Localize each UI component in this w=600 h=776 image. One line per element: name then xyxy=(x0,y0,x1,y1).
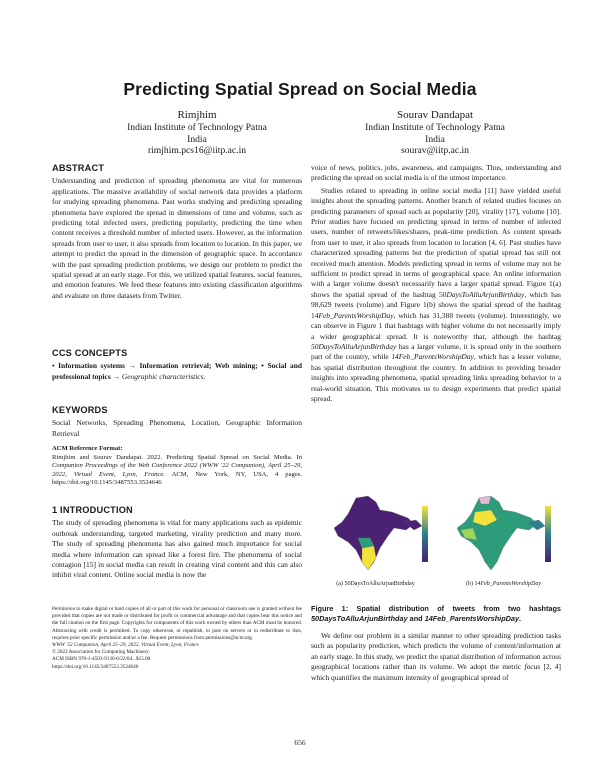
subcaption-b-hashtag: Feb_ParentsWorshipDay xyxy=(480,581,542,587)
acm-ref-text: Rimjhim and Sourav Dandapat. 2022. Predicting Spatial Spread on Social Media. In xyxy=(52,453,302,461)
keywords-section xyxy=(52,405,302,439)
subcaption-a: (a) 50DaysToAlluArjunBirthday xyxy=(336,581,415,587)
figure-1b xyxy=(441,492,556,574)
acm-reference xyxy=(52,445,302,488)
ccs-concept-3: Geographic characteristics. xyxy=(121,371,206,381)
hashtag: 14Feb_ParentsWorshipDay xyxy=(391,352,474,362)
introduction-section xyxy=(52,505,302,581)
acm-ref-venue: Companion Proceedings of the Web Conference 2022 (WWW '22 Companion), April 25–29, 2022, Virtual Event, Lyon, France. xyxy=(52,462,302,478)
metric-name: focus xyxy=(524,662,541,672)
author-country: India xyxy=(187,133,207,145)
caption-text: . xyxy=(519,614,522,624)
footnote xyxy=(52,606,302,671)
paragraph xyxy=(311,186,561,405)
footnote-copyright: © 2022 Association for Computing Machinery. xyxy=(52,649,150,656)
text-run: We define our problem in a similar manner to other spreading prediction tasks such as popularity prediction, which predicts the volume of content/information at an early stage. In this study, we predict the spatial distribution of information across geographical locations rather than its volume. We adopt the metric xyxy=(311,631,561,672)
author-email: sourav@iitp.ac.in xyxy=(401,145,469,157)
text-run: has a larger volume, it is spread only in the southern part of the country, while xyxy=(311,341,561,362)
paragraph: voice of news, politics, jobs, awareness, and campaigns. Thus, understanding and predicting the spread on social media is of the utmost importance. xyxy=(311,163,561,183)
colorbar-a xyxy=(422,506,428,562)
figure-1-caption xyxy=(311,604,561,624)
ccs-concept-1: • Information systems → Information retrieval; Web mining; xyxy=(52,361,258,371)
caption-text: Figure 1: Spatial distribution of tweets from two hashtags xyxy=(311,604,561,613)
india-map-b xyxy=(441,492,556,574)
abstract-text: Understanding and prediction of spreading phenomena are vital for numerous applications. The massive availability of social network data provides a platform for studying spreading phenomena. Past works studying and predicting spreading phenomena have explored the spread in dimensions of time and volume, such as predicting total infected users, predicting popularity, predicting the time when content receives a threshold number of infected users. However, as the information spreads from user to user, it also spreads from location to location. In this paper, we attempt to predict the spread in the dimension of geographic space. In accordance with the past spreading prediction problems, we design our problem to predict the spatial spread at an early stage. For this, we utilized spatial features, social features, and emotion features. We feed these features into existing classification algorithms and evaluate on three datasets from Twitter. xyxy=(52,176,302,300)
paper-title: Predicting Spatial Spread on Social Media xyxy=(123,79,477,99)
page-number: 656 xyxy=(294,738,306,747)
figure-1a xyxy=(318,492,433,574)
author-name: Sourav Dandapat xyxy=(396,109,474,121)
acm-ref-heading: ACM Reference Format: xyxy=(52,445,123,452)
author-affiliation: Indian Institute of Technology Patna xyxy=(365,121,505,133)
text-run: [2, 4] which quantifies the maximum intensity of geographical spread of xyxy=(311,662,562,682)
subcaption-b-prefix: (b) 14 xyxy=(465,581,481,587)
ccs-section xyxy=(52,348,302,382)
footnote-doi: https://doi.org/10.1145/3487553.3524646 xyxy=(52,663,139,670)
colorbar-b xyxy=(545,506,551,562)
permission-notice: Permission to make digital or hard copies of all or part of this work for personal or classroom use is granted without fee provided that copies are not made or distributed for profit or commercial advantage and that copies bear this notice and the full citation on the first page. Copyrights for components of this work owned by others than ACM must be honored. Abstracting with credit is permitted. To copy otherwise, or republish, to post on servers or to redistribute to lists, requires prior specific permission and/or a fee. Request permissions from permissions@acm.org. xyxy=(52,606,302,641)
right-column-text-2 xyxy=(311,631,561,683)
author-country: India xyxy=(425,133,445,145)
ccs-concept-2: • Social and professional topics → xyxy=(52,361,302,381)
ccs-heading: CCS CONCEPTS xyxy=(52,348,128,358)
map-region-hot xyxy=(362,546,376,570)
left-column xyxy=(52,163,302,301)
author-email: rimjhim.pcs16@iitp.ac.in xyxy=(147,145,247,157)
intro-text: The study of spreading phenomena is vital for many applications such as epidemic outbreak understanding, targeted marketing, virality prediction and many more. The study of spreading phenomena has also gained much importance for social media where information can spread like a forest fire. The phenomena of social contagion [15] in social media can result in creating viral content and this can also inhibit viral content. Online social media is now the xyxy=(52,518,302,580)
hashtag: DaysToAlluArjunBirthday xyxy=(446,289,525,299)
author-block-2 xyxy=(310,110,560,157)
text-run: , which has a lesser volume, has spatial distribution throughout the country. In addition to providing broader insights into spreading phenomena, spatial spreading links spreading behavior to a real-world situation. This motivates us to design experiments that predict spatial spread. xyxy=(311,352,562,403)
india-map-a xyxy=(318,492,433,574)
acm-ref-doi: ACM, New York, NY, USA, 4 pages. https://doi.org/10.1145/3487553.3524646 xyxy=(52,470,302,487)
caption-text: and xyxy=(409,614,423,624)
text-run: , which has 98,629 tweets (volume) and Figure 1(b) shows the spatial spread of the hashtag 14 xyxy=(311,289,562,320)
footnote-isbn: ACM ISBN 978-1-4503-9130-6/22/04...$15.00 xyxy=(52,656,151,663)
text-run: , which has 31,388 tweets (volume). Interestingly, we can observe in Figure 1 that hashtags with higher volume do not necessarily imply a wider geographical spread. It is noteworthy that, although the hashtag xyxy=(311,310,561,341)
keywords-heading: KEYWORDS xyxy=(52,405,108,415)
author-affiliation: Indian Institute of Technology Patna xyxy=(127,121,267,133)
hashtag: 50DaysToAlluArjunBirthday xyxy=(311,341,397,351)
subcaption-b xyxy=(441,581,566,587)
author-name: Rimjhim xyxy=(177,109,217,121)
author-block-1 xyxy=(72,110,322,157)
caption-hashtag: 14Feb_ParentsWorshipDay xyxy=(424,614,520,624)
right-column-text xyxy=(311,163,561,404)
text-run: Studies related to spreading in online social media [11] have yielded useful insights about the spreading patterns. Another branch of related studies focuses on predicting parameters of spread such as popularity [20], virality [17], volume [10]. Prior studies have focused on predicting spread in terms of number of infected users, number of retweets/likes/shares, peak-time prediction. As content spreads from user to user, it also spreads from location to location [4, 6]. Past studies have characterized spreading patterns but the prediction of spatial spread has still not received much attention. Models predicting spread in terms of volume may not be sufficient to predict spread in terms of geographical space. An online information with a larger volume doesn't necessarily have a larger spatial spread. Figure 1(a) shows the spatial spread of the hashtag 50 xyxy=(311,185,561,299)
map-region xyxy=(479,496,491,504)
keywords-text: Social Networks, Spreading Phenomena, Location, Geographic Information Retrieval xyxy=(52,418,302,438)
footnote-venue: WWW '22 Companion, April 25–29, 2022, Virtual Event, Lyon, France xyxy=(52,642,199,649)
abstract-heading: ABSTRACT xyxy=(52,163,105,173)
caption-hashtag: 50DaysToAlluArjunBirthday xyxy=(311,614,408,624)
hashtag: Feb_ParentsWorshipDay xyxy=(318,310,394,320)
paragraph xyxy=(311,631,561,683)
intro-heading: 1 INTRODUCTION xyxy=(52,505,133,515)
